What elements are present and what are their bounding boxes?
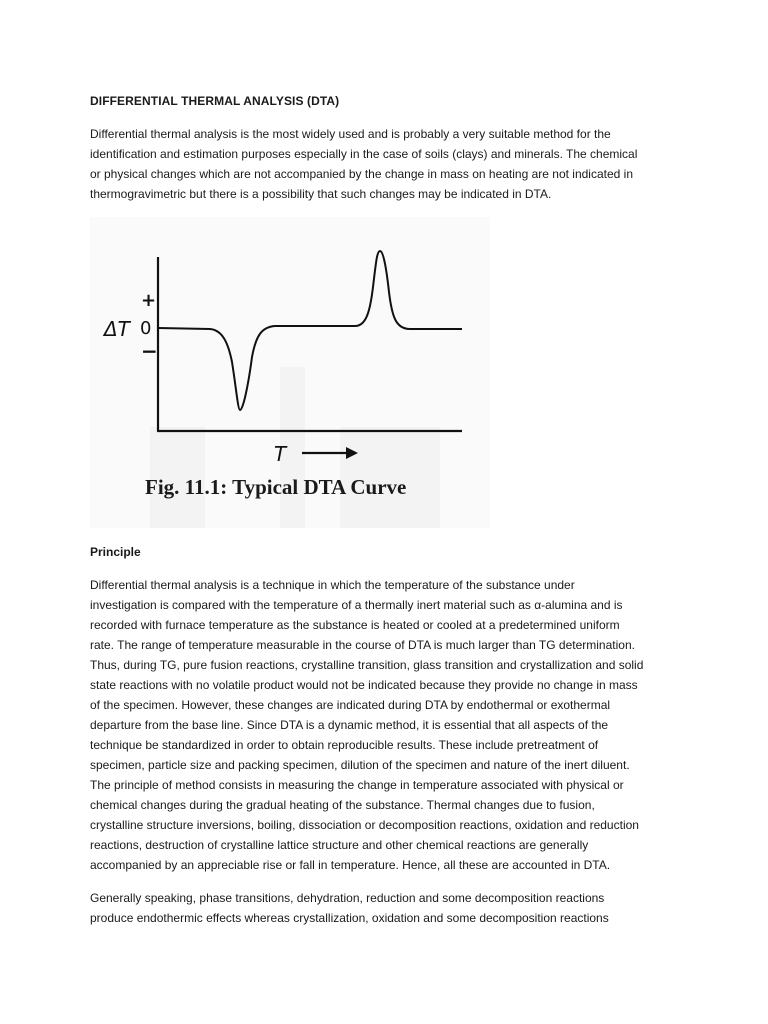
y-zero-label: 0 [140, 318, 152, 339]
principle-paragraph [90, 575, 690, 875]
y-minus-label: − [141, 339, 158, 363]
text-line: Thus, during TG, pure fusion reactions, crystalline transition, glass transition and crystallization and solid [90, 658, 644, 672]
text-line: identification and estimation purposes especially in the case of soils (clays) and minerals. The chemical [90, 147, 638, 161]
text-line: investigation is compared with the temperature of a thermally inert material such as α-alumina and is [90, 598, 623, 612]
section-heading: Principle [90, 545, 141, 559]
text-line: of the specimen. However, these changes are indicated during DTA by endothermal or exothermal [90, 698, 611, 712]
closing-paragraph [90, 888, 690, 928]
text-line: or physical changes which are not accompanied by the change in mass on heating are not indicated in [90, 167, 634, 181]
text-line: produce endothermic effects whereas crystallization, oxidation and some decomposition reactions [90, 911, 609, 925]
text-line: Generally speaking, phase transitions, dehydration, reduction and some decomposition reactions [90, 891, 605, 905]
text-line: recorded with furnace temperature as the substance is heated or cooled at a predetermined uniform [90, 618, 620, 632]
text-line: accompanied by an appreciable rise or fall in temperature. Hence, all these are accounted in DTA. [90, 858, 611, 872]
text-line: departure from the base line. Since DTA is a dynamic method, it is essential that all aspects of the [90, 718, 609, 732]
dta-curve [158, 251, 462, 410]
y-plus-label: + [141, 290, 157, 311]
text-line: crystalline structure inversions, boiling, dissociation or decomposition reactions, oxidation and reduction [90, 818, 639, 832]
text-line: thermogravimetric but there is a possibility that such changes may be indicated in DTA. [90, 187, 552, 201]
text-line: Differential thermal analysis is the most widely used and is probably a very suitable method for the [90, 127, 611, 141]
figure-caption: Fig. 11.1: Typical DTA Curve [145, 475, 407, 499]
text-line: state reactions with no volatile product would not be indicated because they provide no change in mass [90, 678, 638, 692]
text-line: specimen, particle size and packing specimen, dilution of the specimen and nature of the inert diluent. [90, 758, 630, 772]
intro-paragraph [90, 124, 690, 204]
text-line: technique be standardized in order to obtain reproducible results. These include pretreatment of [90, 738, 599, 752]
y-axis-label: ΔT [104, 317, 130, 341]
text-line: rate. The range of temperature measurable in the course of DTA is much larger than TG determination. [90, 638, 635, 652]
text-line: chemical changes during the gradual heating of the substance. Thermal changes due to fusion, [90, 798, 595, 812]
document-title: DIFFERENTIAL THERMAL ANALYSIS (DTA) [90, 94, 340, 108]
text-line: Differential thermal analysis is a technique in which the temperature of the substance under [90, 578, 575, 592]
text-line: The principle of method consists in measuring the change in temperature associated with physical or [90, 778, 624, 792]
text-line: reactions, destruction of crystalline lattice structure and other chemical reactions are generally [90, 838, 589, 852]
x-axis-label: T [274, 442, 287, 466]
